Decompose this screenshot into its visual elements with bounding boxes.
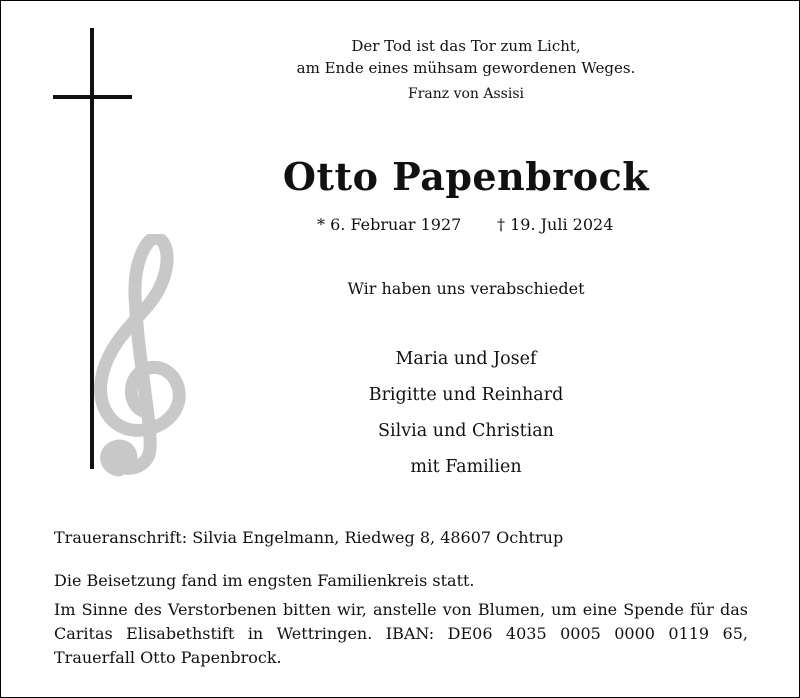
mourner-line: Maria und Josef <box>395 349 537 369</box>
burial-note: Die Beisetzung fand im engsten Familienkreis statt. <box>54 571 475 590</box>
mourning-address: Traueranschrift: Silvia Engelmann, Riedweg 8, 48607 Ochtrup <box>54 528 564 547</box>
quote <box>241 35 691 79</box>
cross-horizontal-bar <box>53 95 132 99</box>
treble-clef-icon <box>77 234 191 482</box>
mourner-line: Brigitte und Reinhard <box>368 385 564 405</box>
quote-author: Franz von Assisi <box>407 86 525 102</box>
quote-line-1: Der Tod ist das Tor zum Licht, <box>351 37 581 55</box>
mourner-line: mit Familien <box>410 457 522 477</box>
mourners-list <box>241 341 691 485</box>
farewell-text: Wir haben uns verabschiedet <box>347 279 585 298</box>
donation-note: Im Sinne des Verstorbenen bitten wir, anstelle von Blumen, um eine Spende für das Caritas Elisabethstift in Wettringen. IBAN: DE06 4035 0005 0000 0119 65, Trauerfall Otto Papenbrock. <box>54 600 748 667</box>
death-date: † 19. Juli 2024 <box>497 215 614 234</box>
quote-line-2: am Ende eines mühsam gewordenen Weges. <box>296 59 636 77</box>
birth-date: * 6. Februar 1927 <box>317 215 462 234</box>
deceased-name: Otto Papenbrock <box>282 154 650 199</box>
mourner-line: Silvia und Christian <box>378 421 554 441</box>
